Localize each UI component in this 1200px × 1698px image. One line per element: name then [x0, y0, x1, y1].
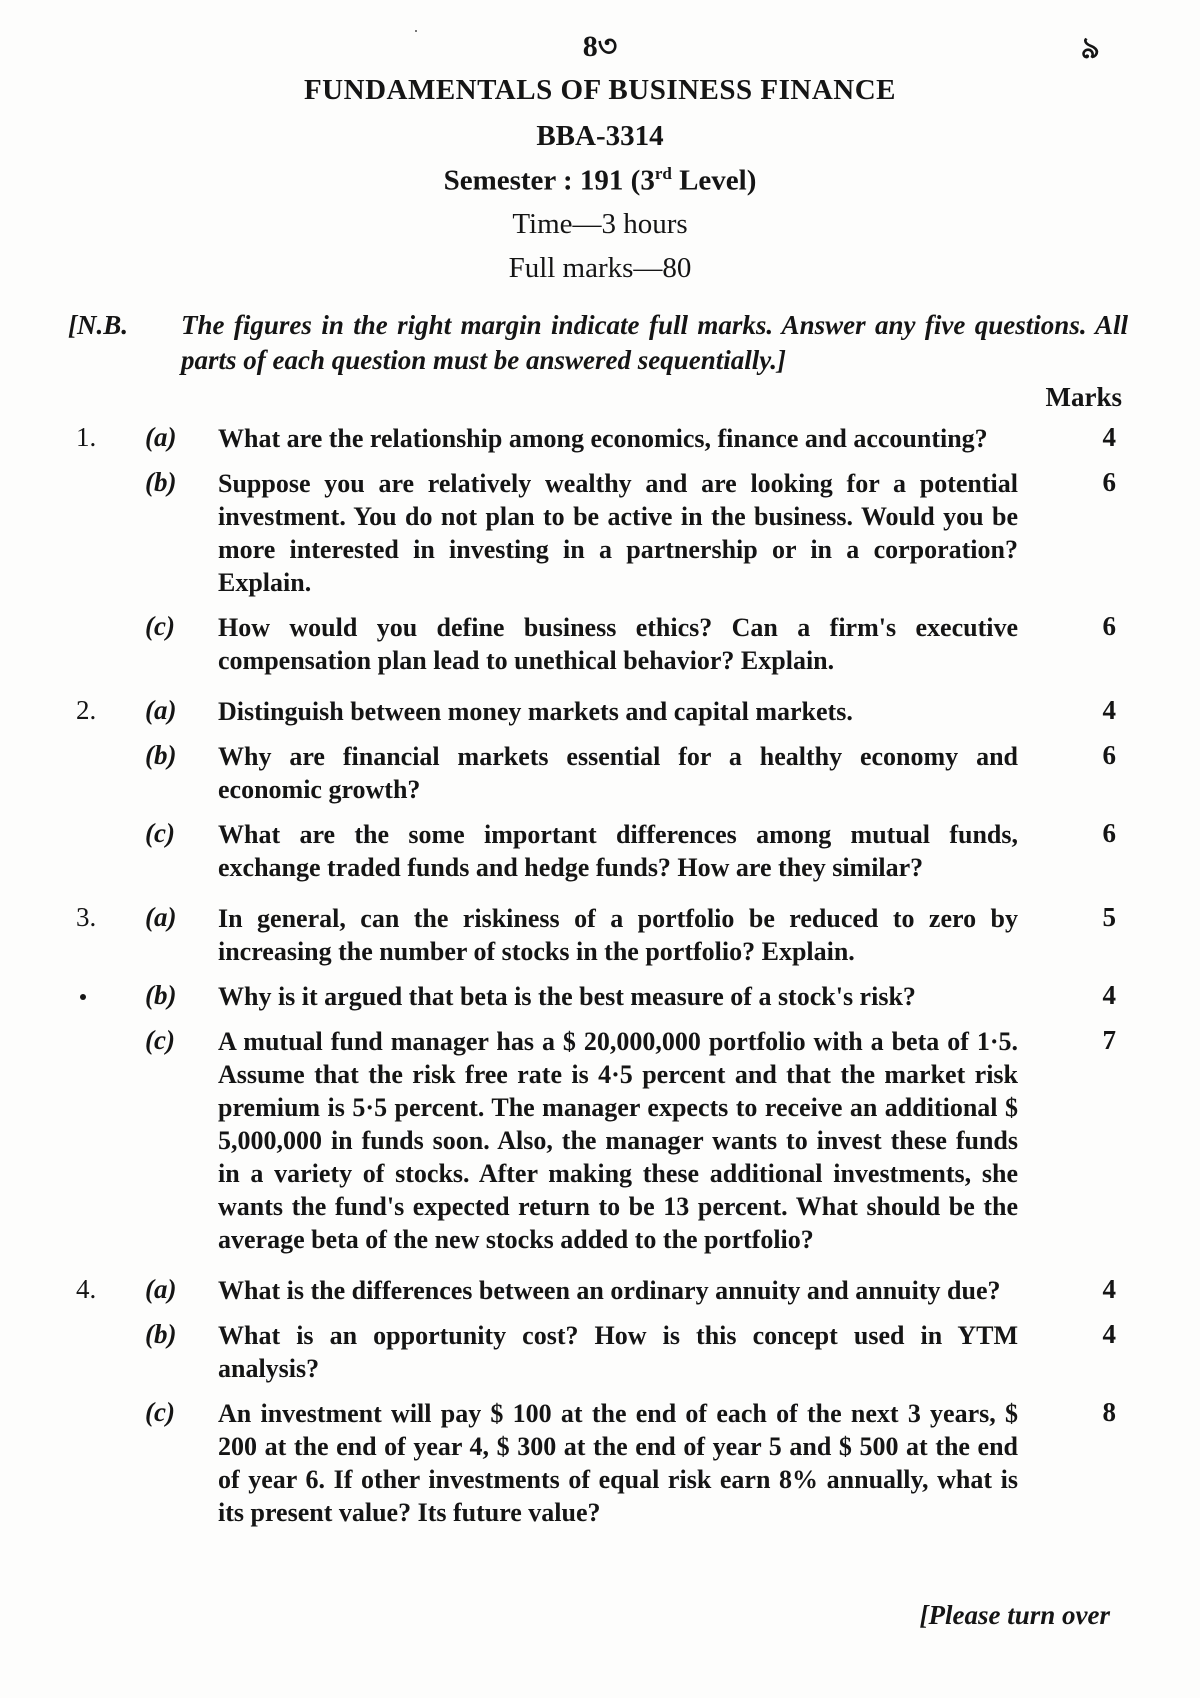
part-text: What are the relationship among economics, finance and accounting?	[218, 424, 988, 453]
part-marks: 6	[1102, 740, 1116, 770]
question-2-part-b	[0, 740, 1200, 806]
question-1-part-b	[0, 467, 1200, 599]
part-label: (a)	[145, 422, 177, 452]
semester-suffix: Level)	[671, 164, 757, 197]
semester-superscript: rd	[654, 164, 672, 183]
question-number: 3.	[76, 902, 97, 932]
question-3-part-c	[0, 1025, 1200, 1256]
part-text: What are the some important differences among mutual funds, exchange traded funds and hedge funds? How are they similar?	[218, 820, 1018, 882]
question-3-part-b	[0, 980, 1200, 1013]
semester-prefix: Semester : 191 (3	[443, 164, 655, 197]
part-text: What is an opportunity cost? How is this concept used in YTM analysis?	[218, 1321, 1018, 1383]
question-4-part-c	[0, 1397, 1200, 1529]
part-label: (c)	[145, 818, 175, 848]
part-label: (a)	[145, 695, 177, 725]
course-code: BBA-3314	[536, 120, 664, 152]
part-text: Distinguish between money markets and capital markets.	[218, 697, 853, 726]
question-1-part-c	[0, 611, 1200, 677]
part-marks: 5	[1102, 902, 1116, 932]
part-label: (a)	[145, 902, 177, 932]
part-label: (b)	[145, 740, 177, 770]
exam-title: FUNDAMENTALS OF BUSINESS FINANCE	[303, 74, 897, 106]
part-label: (b)	[145, 1319, 177, 1349]
question-4-part-b	[0, 1319, 1200, 1385]
part-marks: 7	[1102, 1025, 1116, 1055]
instructions-note	[68, 308, 1128, 378]
part-text: Suppose you are relatively wealthy and are looking for a potential investment. You do not plan to be active in the business. Would you be more interested in investing in a partnership or in a corporation? Explain.	[218, 469, 1018, 597]
part-label: (a)	[145, 1274, 177, 1304]
full-marks: Full marks—80	[508, 252, 692, 284]
part-marks: 8	[1102, 1397, 1116, 1427]
part-label: (b)	[145, 980, 177, 1010]
part-label: (c)	[145, 1025, 175, 1055]
question-3-part-a	[0, 902, 1200, 968]
part-marks: 4	[1102, 1274, 1116, 1304]
part-marks: 6	[1102, 818, 1116, 848]
page-number: 8৩	[582, 30, 618, 63]
questions-list	[0, 422, 1200, 1541]
part-marks: 4	[1102, 980, 1116, 1010]
part-text: A mutual fund manager has a $ 20,000,000 portfolio with a beta of 1·5. Assume that the risk free rate is 4·5 percent and that the market risk premium is 5·5 percent. The manager expects to receive an additional $ 5,000,000 in funds soon. Also, the manager wants to invest these funds in a variety of stocks. After making these additional investments, she wants the fund's expected return to be 13 percent. What should be the average beta of the new stocks added to the portfolio?	[218, 1027, 1018, 1254]
marks-column-heading: Marks	[1045, 382, 1122, 412]
nb-label: [N.B.	[68, 310, 128, 340]
part-text: Why are financial markets essential for a healthy economy and economic growth?	[218, 742, 1018, 804]
question-1-part-a	[0, 422, 1200, 455]
stray-bullet-mark	[80, 994, 86, 1000]
part-label: (c)	[145, 1397, 175, 1427]
part-marks: 4	[1102, 695, 1116, 725]
part-label: (b)	[145, 467, 177, 497]
part-text: Why is it argued that beta is the best measure of a stock's risk?	[218, 982, 916, 1011]
part-text: In general, can the riskiness of a portfolio be reduced to zero by increasing the number of stocks in the portfolio? Explain.	[218, 904, 1018, 966]
question-2-part-a	[0, 695, 1200, 728]
corner-mark: ৯	[1080, 32, 1100, 65]
question-number: 1.	[76, 422, 97, 452]
question-number: 4.	[76, 1274, 97, 1304]
please-turn-over: [Please turn over	[919, 1600, 1110, 1630]
time-allowed: Time—3 hours	[512, 208, 688, 240]
nb-text: The figures in the right margin indicate full marks. Answer any five questions. All parts of each question must be answered sequentially.]	[181, 310, 1128, 375]
semester-line	[0, 164, 1200, 198]
part-marks: 6	[1102, 467, 1116, 497]
part-text: What is the differences between an ordinary annuity and annuity due?	[218, 1276, 1001, 1305]
part-marks: 6	[1102, 611, 1116, 641]
question-2-part-c	[0, 818, 1200, 884]
part-marks: 4	[1102, 422, 1116, 452]
question-4-part-a	[0, 1274, 1200, 1307]
part-text: How would you define business ethics? Can a firm's executive compensation plan lead to unethical behavior? Explain.	[218, 613, 1018, 675]
part-text: An investment will pay $ 100 at the end of each of the next 3 years, $ 200 at the end of year 4, $ 300 at the end of year 5 and $ 500 at the end of year 6. If other investments of equal risk earn 8% annually, what is its present value? Its future value?	[218, 1399, 1018, 1527]
part-label: (c)	[145, 611, 175, 641]
question-number: 2.	[76, 695, 97, 725]
part-marks: 4	[1102, 1319, 1116, 1349]
